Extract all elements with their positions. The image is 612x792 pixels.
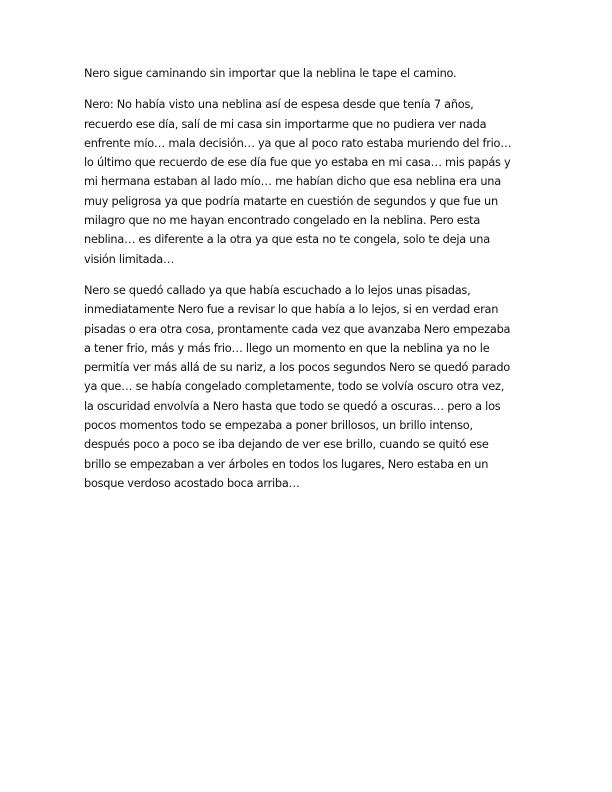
text-line: mi hermana estaban al lado mío… me habían dicho que esa neblina era una [84, 174, 501, 189]
document-body [84, 64, 529, 493]
text-line: pisadas o era otra cosa, prontamente cada vez que avanzaba Nero empezaba [84, 321, 511, 336]
text-line: muy peligrosa ya que podría matarte en cuestión de segundos y que fue un [84, 193, 498, 208]
text-line: bosque verdoso acostado boca arriba… [84, 475, 300, 490]
text-line: milagro que no me hayan encontrado congelado en la neblina. Pero esta [84, 213, 481, 228]
text-line: inmediatamente Nero fue a revisar lo que había a lo lejos, si en verdad eran [84, 302, 499, 317]
text-line: Nero sigue caminando sin importar que la neblina le tape el camino. [84, 66, 457, 80]
text-line: la oscuridad envolvía a Nero hasta que todo se quedó a oscuras… pero a los [84, 398, 501, 413]
text-line: lo último que recuerdo de ese día fue que yo estaba en mi casa… mis papás y [84, 155, 511, 170]
text-line: a tener frio, más y más frio… llego un momento en que la neblina ya no le [84, 340, 490, 355]
paragraph-3 [84, 281, 529, 493]
text-line: enfrente mío… mala decisión… ya que al poco rato estaba muriendo del frio… [84, 135, 512, 150]
paragraph-2 [84, 95, 529, 269]
text-line: permitía ver más allá de su nariz, a los pocos segundos Nero se quedó parado [84, 360, 510, 375]
paragraph-1 [84, 64, 529, 83]
text-line: brillo se empezaban a ver árboles en todos los lugares, Nero estaba en un [84, 456, 489, 471]
text-line: ya que… se había congelado completamente, todo se volvía oscuro otra vez, [84, 379, 505, 394]
text-line: Nero se quedó callado ya que había escuchado a lo lejos unas pisadas, [84, 282, 471, 297]
text-line: Nero: No había visto una neblina así de espesa desde que tenía 7 años, [84, 97, 474, 112]
text-line: después poco a poco se iba dejando de ver ese brillo, cuando se quitó ese [84, 437, 489, 452]
text-line: neblina… es diferente a la otra ya que esta no te congela, solo te deja una [84, 232, 490, 247]
text-line: pocos momentos todo se empezaba a poner brillosos, un brillo intenso, [84, 418, 473, 433]
text-line: recuerdo ese día, salí de mi casa sin importarme que no pudiera ver nada [84, 116, 487, 131]
text-line: visión limitada… [84, 251, 175, 266]
